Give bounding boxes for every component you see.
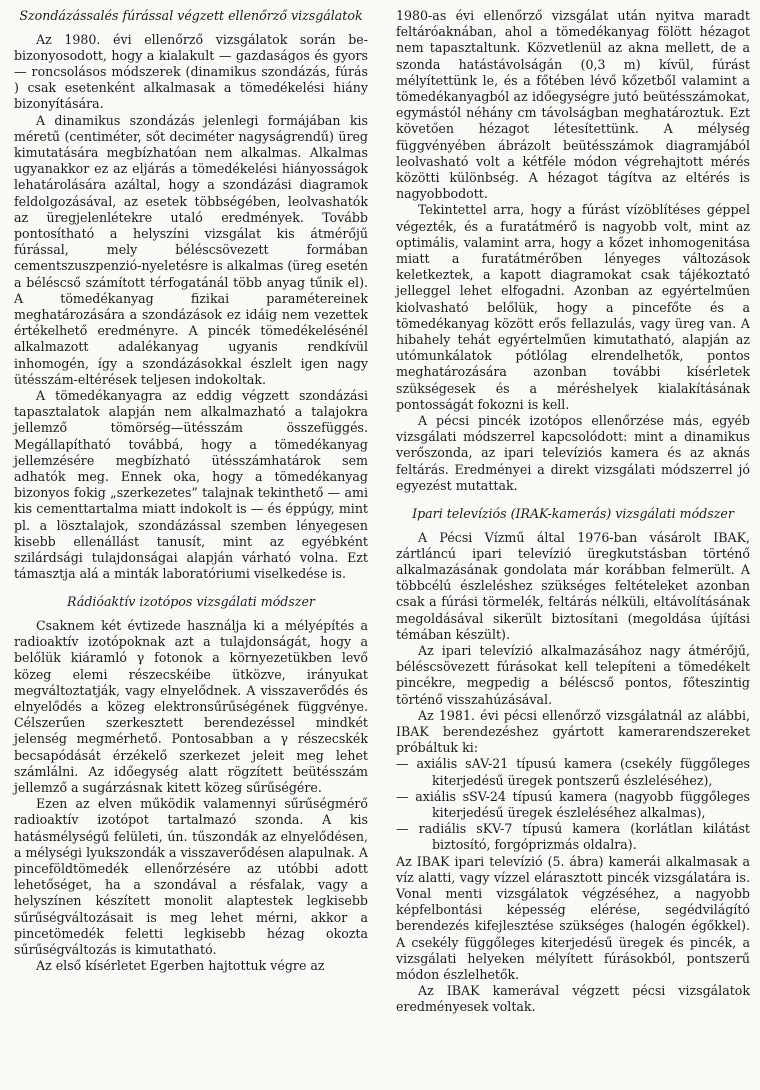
paragraph: Az első kísérletet Egerben hajtottuk végre az xyxy=(36,958,325,974)
list-item: — axiális sAV-21 típusú kamera (csekély függőleges kiterjedésű üregek pontszerű észleléséhez), xyxy=(396,756,750,788)
section-heading-industrial-tv: Ipari televíziós (IRAK-kamerás) vizsgálati módszer xyxy=(412,506,734,522)
paragraph: Az ipari televízió alkalmazásához nagy átmérőjű, béléscsövezett fúrásokat kell telepíteni a tömedékelt pincékre, megpedig a béléscső pontos, főteszintig történő visszahúzásával. xyxy=(396,643,750,707)
paragraph: Az 1980. évi ellenőrző vizsgálatok során be-bizonyosodott, hogy a kialakult — gazdaságos és gyors — roncsolásos módszerek (dinamikus szondázás, fúrás ) csak esetenként alkalmasak a tömedékelési hiány bizonyítására. xyxy=(14,31,368,112)
left-column xyxy=(14,8,368,974)
paragraph: A pécsi pincék izotópos ellenőrzése más, egyéb vizsgálati módszerrel kapcsolódott: mint a dinamikus verőszonda, az ipari televíziós kamera és az aknás feltárás. Eredményei a direkt vizsgálati módszerrel jó egyezést mutattak. xyxy=(396,413,750,493)
section-heading-sounding: Szondázássalés fúrással végzett ellenőrző vizsgálatok xyxy=(19,8,363,23)
paragraph: Tekintettel arra, hogy a fúrást vízöblítéses géppel végezték, és a furatátmérő is nagyobb volt, mint az optimális, valamint arra, hogy a kőzet inhomogenitása miatt a furatátmérőben lényeges változások keletkeztek, a kapott diagramokat csak tájékoztató jelleggel lehet elfogadni. Azonban az egyértelműen kiolvasható belőlük, hogy a pincefőte és a tömedékanyag között erős fellazulás, vagy üreg van. A hibahely tehát egyértelműen kimutatható, alapján az utómunkálatok pótlólag elrendelhetők, pontos meghatározására azonban további kísérletek szükségesek és a méréshelyek kialakításának pontosságát fokozni is kell. xyxy=(396,202,750,412)
paragraph: 1980-as évi ellenőrző vizsgálat után nyitva maradt feltáróaknában, ahol a tömedékanyag fölött hézagot nem tapasztaltunk. Közvetlenül az akna mellett, de a szonda hatástávolságán (0,3 m) kívül, fúrást mélyítettünk le, és a főtében lévő kőzetből valamint a tömedékanyagból az időegységre jutó beütésszámokat, egymástól néhány cm távolságban meghatároztuk. Ezt követően hézagot létesítettünk. A mélység függvényében ábrázolt beütésszámok diagramjából leolvasható volt a kétféle módon végrehajtott mérés közötti különbség. A hézagot tágítva az eltérés is nagyobbodott. xyxy=(396,8,750,202)
paragraph: A Pécsi Vízmű által 1976-ban vásárolt IBAK, zártláncú ipari televízió üregkutstásban történő alkalmazásának gondolata már korábban felmerült. A többcélú észleléshez szükséges feltételeket azonban csak a fúrási törmelék, feltárás nélküli, eltávolításának megoldásával sikerült biztosítani (megoldása újítási témában készült). xyxy=(396,529,750,642)
paragraph: Csaknem két évtizede használja ki a mélyépítés a radioaktív izotópoknak azt a tulajdonságát, hogy a belőlük kiáramló γ fotonok a környezetükben levő közeg elemi részecskéibe ütközve, irányukat megváltoztatják, vagy elnyelődnek. A visszaverődés és elnyelődés a közeg elektronsűrűségének függvénye. Célszerűen szerkesztett berendezéssel mindkét jelenség megmérhető. Pontosabban a γ részecskék becsapódását érzékelő szerkezet jeleit meg lehet számlálni. Az időegység alatt rögzített beütésszám jellemző a sugárzásnak kitett közeg sűrűségére. xyxy=(14,617,368,795)
paragraph: Az IBAK ipari televízió (5. ábra) kamerái alkalmasak a víz alatti, vagy vízzel elárasztott pincék vizsgálatára is. Vonal menti vizsgálatok végzéséhez, a nagyobb képfelbontási képesség elérése, segédvilágító berendezés kifejlesztése szükséges (halogén égőkkel). A csekély függőleges kiterjedésű üregek és pincék, a vizsgálati helyeken mélyített fúrásokból, pontszerű módon észlelhetők. xyxy=(396,853,750,983)
section-heading-radioactive: Rádióaktív izotópos vizsgálati módszer xyxy=(67,594,315,610)
paragraph: A dinamikus szondázás jelenlegi formájában kis méretű (centiméter, sőt deciméter nagyságrendű) üreg kimutatására megbízhatóan nem alkalmas. Alkalmas ugyanakkor ez az eljárás a tömedékelési hiányosságok lehatárolására azáltal, hogy a szondázási diagramok feldolgozásával, az esetek többségében, leolvashatók az üregjelenlétekre utaló eredmények. Tovább pontosítható a helyszíni vizsgálat kis átmérőjű fúrással, mely béléscsövezett formában cementszuszpenzió-nyeletésre is alkalmas (üreg esetén a béléscső számított térfogatánál több anyag tűnik el). A tömedékanyag fizikai paramétereinek meghatározására a szondázások ez idáig nem vezettek értékelhető eredményre. A pincék tömedékelésénél alkalmazott adalékanyag ugyanis rendkívül inhomogén, így a szondázásokkal észlelt igen nagy ütésszám-eltérések teljesen indokoltak. xyxy=(14,112,368,387)
paragraph: A tömedékanyagra az eddig végzett szondázási tapasztalatok alapján nem alkalmazható a talajokra jellemző tömörség—ütésszám összefüggés. Megállapítható továbbá, hogy a tömedékanyag jellemzésére megbízható ütésszámhatárok sem adhatók meg. Ennek oka, hogy a tömedékanyag bizonyos fokig „szerkezetes” talajnak tekinthető — ami kis cementtartalma miatt indokolt is — és éppúgy, mint pl. a lösztalajok, szondázással szemben lényegesen kisebb ellenállást tanusít, mint az egyébként szilárdsági tulajdonságai alapján várható volna. Ezt támasztja alá a minták laboratóriumi viselkedése is. xyxy=(14,387,368,582)
list-item: — axiális sSV-24 típusú kamera (nagyobb függőleges kiterjedésű üregek észleléséhez alkalmas), xyxy=(396,788,750,821)
list-item: — radiális sKV-7 típusú kamera (korlátlan kilátást biztosító, forgóprizmás oldalra). xyxy=(396,821,750,853)
right-column xyxy=(396,8,750,1016)
paragraph: Az IBAK kamerával végzett pécsi vizsgálatok eredményesek voltak. xyxy=(396,983,750,1015)
paragraph: Ezen az elven működik valamennyi sűrűségmérő radioaktív izotópot tartalmazó szonda. A kis hatásmélységű felületi, ún. tűszondák az elnyelődésen, a mélységi lyukszondák a visszaverődésen alapulnak. A pinceföldtömedék ellenőrzésére az utóbbi adott lehetőséget, ha a szondával a résfalak, vagy a helyszínen készített monolit alaptestek legkisebb sűrűségváltozásait is meg lehet mérni, akkor a pincetömedék feletti legkisebb hézag okozta sűrűségváltozás is kimutatható. xyxy=(14,796,368,957)
paragraph: Az 1981. évi pécsi ellenőrző vizsgálatnál az alábbi, IBAK berendezéshez gyártott kamerarendszereket próbáltuk ki: xyxy=(396,707,750,756)
